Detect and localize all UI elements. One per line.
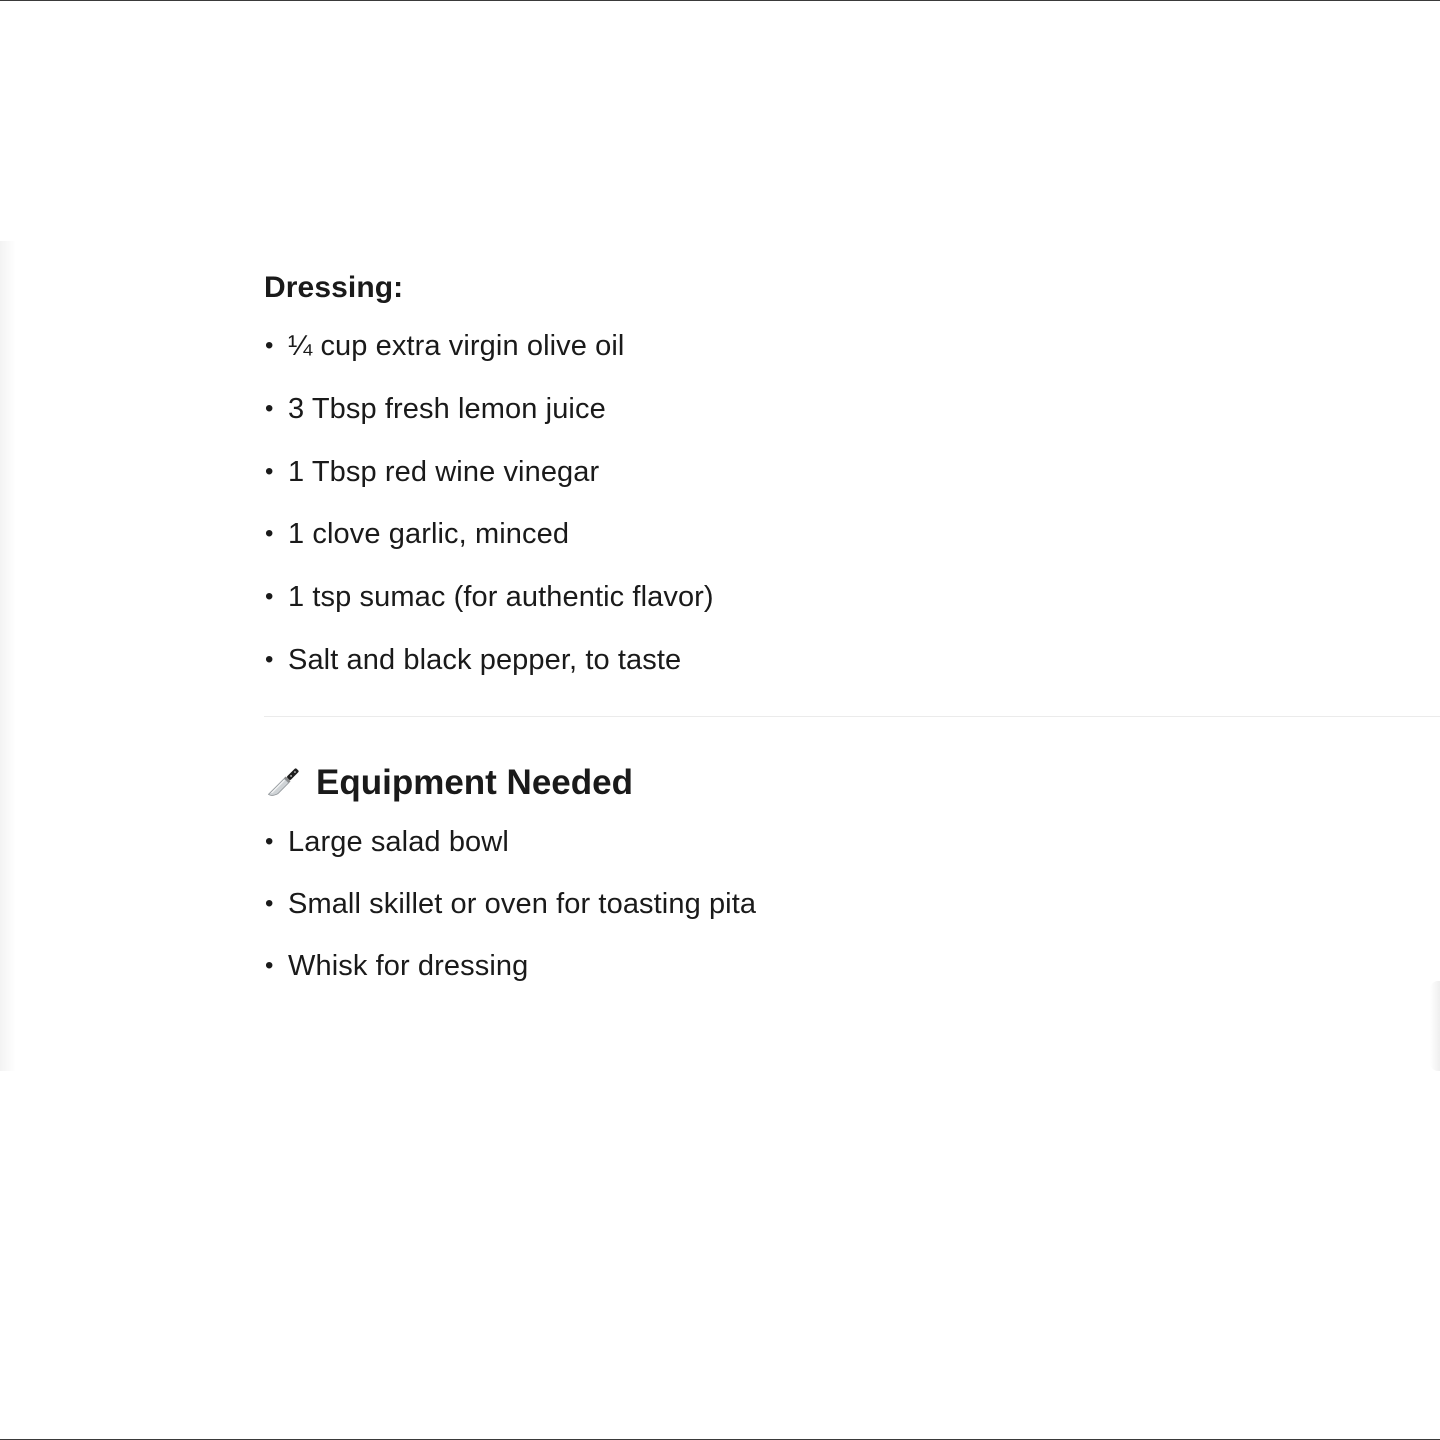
bullet: • (265, 332, 274, 359)
bullet: • (265, 889, 274, 917)
list-item-text: Salt and black pepper, to taste (288, 643, 682, 676)
list-item-text: 1 clove garlic, minced (288, 518, 570, 551)
left-edge-shadow (0, 241, 16, 1071)
equipment-list (264, 822, 1440, 986)
bullet: • (265, 394, 274, 422)
list-item-text: ¼ cup extra virgin olive oil (288, 330, 625, 362)
list-item-text: Whisk for dressing (288, 949, 529, 982)
list-item (264, 640, 1440, 680)
list-item-text: 1 tsp sumac (for authentic flavor) (288, 581, 714, 614)
list-item (264, 884, 1440, 924)
section-divider (264, 716, 1440, 717)
list-item (264, 822, 1440, 862)
bullet: • (265, 457, 274, 485)
bullet: • (265, 583, 274, 611)
equipment-heading (264, 758, 1440, 808)
list-item-text: 1 Tbsp red wine vinegar (288, 455, 600, 488)
list-item (264, 577, 1440, 617)
list-item (264, 452, 1440, 492)
list-item-text: Large salad bowl (288, 825, 509, 858)
list-item (264, 514, 1440, 554)
dressing-list (264, 326, 1440, 680)
list-item-text: Small skillet or oven for toasting pita (288, 887, 757, 920)
list-item-text: 3 Tbsp fresh lemon juice (288, 392, 606, 425)
bullet: • (265, 520, 274, 548)
bullet: • (265, 645, 274, 673)
bullet: • (265, 951, 274, 979)
bullet: • (265, 827, 274, 855)
recipe-content (264, 267, 1440, 1008)
dressing-heading: Dressing: (264, 271, 404, 304)
list-item (264, 389, 1440, 429)
equipment-heading-text: Equipment Needed (316, 762, 633, 802)
list-item (264, 946, 1440, 986)
list-item (264, 326, 1440, 366)
knife-icon (264, 763, 304, 803)
